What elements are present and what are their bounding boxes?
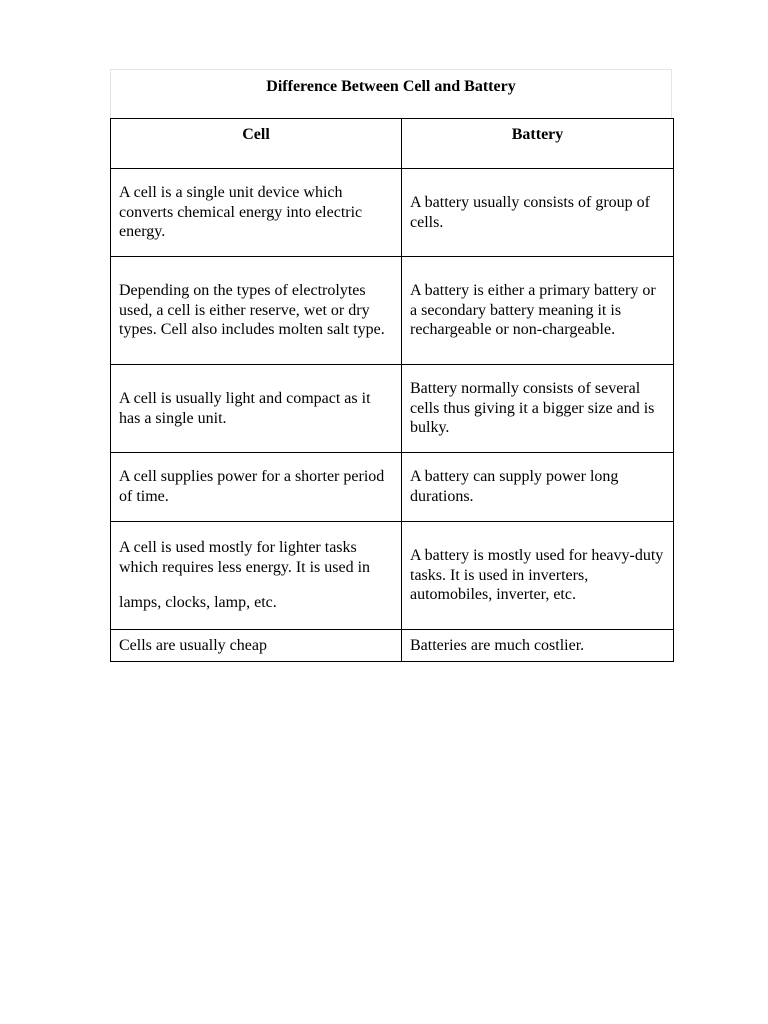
cell-text-multi xyxy=(111,522,402,630)
battery-text: A battery usually consists of group of cells. xyxy=(402,169,674,257)
cell-text: Cells are usually cheap xyxy=(111,630,402,662)
table-row xyxy=(111,522,674,630)
cell-text-extra: lamps, clocks, lamp, etc. xyxy=(119,594,277,612)
battery-text: Batteries are much costlier. xyxy=(402,630,674,662)
table-title xyxy=(110,69,672,118)
header-cell: Cell xyxy=(111,119,402,169)
cell-text: A cell is used mostly for lighter tasks which requires less energy. It is used in xyxy=(119,539,371,576)
header-battery: Battery xyxy=(402,119,674,169)
battery-text: Battery normally consists of several cells thus giving it a bigger size and is bulky. xyxy=(402,365,674,453)
table-title-text: Difference Between Cell and Battery xyxy=(266,78,516,95)
table-row xyxy=(111,365,674,453)
cell-text: A cell is a single unit device which converts chemical energy into electric energy. xyxy=(111,169,402,257)
battery-text: A battery is mostly used for heavy-duty tasks. It is used in inverters, automobiles, inverter, etc. xyxy=(402,522,674,630)
table-row xyxy=(111,630,674,662)
cell-text: Depending on the types of electrolytes used, a cell is either reserve, wet or dry types. Cell also includes molten salt type. xyxy=(111,257,402,365)
table-row xyxy=(111,257,674,365)
comparison-table xyxy=(110,118,674,662)
battery-text: A battery is either a primary battery or a secondary battery meaning it is rechargeable or non-chargeable. xyxy=(402,257,674,365)
table-row xyxy=(111,453,674,522)
table-header-row xyxy=(111,119,674,169)
table-row xyxy=(111,169,674,257)
cell-text: A cell is usually light and compact as it has a single unit. xyxy=(111,365,402,453)
cell-text: A cell supplies power for a shorter period of time. xyxy=(111,453,402,522)
battery-text: A battery can supply power long durations. xyxy=(402,453,674,522)
